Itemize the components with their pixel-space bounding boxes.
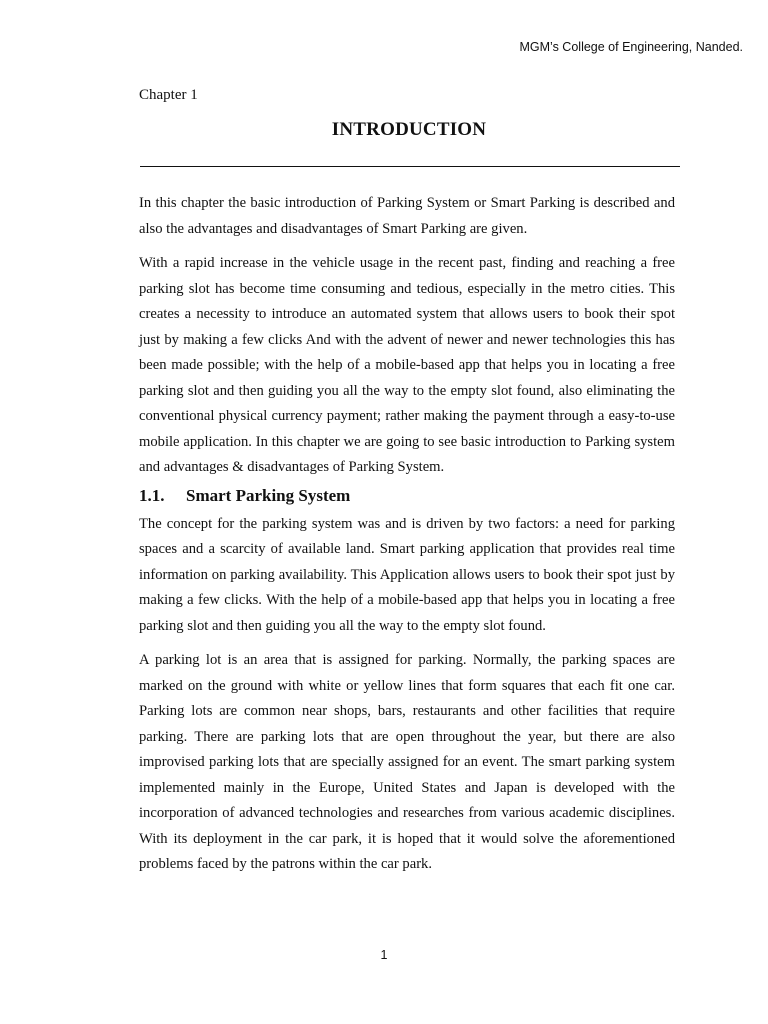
- title-divider: [140, 166, 680, 167]
- section-number: 1.1.: [139, 485, 165, 505]
- body-content: [139, 191, 675, 887]
- section-title: Smart Parking System: [186, 485, 351, 505]
- section-paragraph-1: The concept for the parking system was and is driven by two factors: a need for parking spaces and a scarcity of available land. Smart parking application that provides real time information on parking availability. This Application allows users to book their spot just by making a few clicks. With the help of a mobile-based app that helps you in locating a free parking slot and then guiding you all the way to the empty slot found.: [139, 515, 675, 634]
- section-paragraph-2: A parking lot is an area that is assigned for parking. Normally, the parking spaces are marked on the ground with white or yellow lines that form squares that each fit one car. Parking lots are common near shops, bars, restaurants and other facilities that require parking. There are parking lots that are open throughout the year, but there are also improvised parking lots that are specially assigned for an event. The smart parking system implemented mainly in the Europe, United States and Japan is developed with the incorporation of advanced technologies and researches from various academic disciplines. With its deployment in the car park, it is hoped that it would solve the aforementioned problems faced by the patrons within the car park.: [139, 652, 675, 872]
- intro-paragraph-1: In this chapter the basic introduction of Parking System or Smart Parking is described and also the advantages and disadvantages of Smart Parking are given.: [139, 195, 675, 237]
- chapter-label: Chapter 1: [139, 87, 198, 103]
- intro-paragraph-2: With a rapid increase in the vehicle usage in the recent past, finding and reaching a free parking slot has become time consuming and tedious, especially in the metro cities. This creates a necessity to introduce an automated system that allows users to book their spot just by making a few clicks And with the advent of newer and newer technologies this has been made possible; with the help of a mobile-based app that helps you in locating a free parking slot and then guiding you all the way to the empty slot found, also eliminating the conventional physical currency payment; rather making the payment through a easy-to-use mobile application. In this chapter we are going to see basic introduction to Parking system and advantages & disadvantages of Parking System.: [139, 255, 675, 475]
- page-number: 1: [380, 948, 388, 962]
- running-header: MGM’s College of Engineering, Nanded.: [519, 40, 743, 54]
- page-title: INTRODUCTION: [331, 119, 487, 140]
- section-heading: [139, 483, 675, 509]
